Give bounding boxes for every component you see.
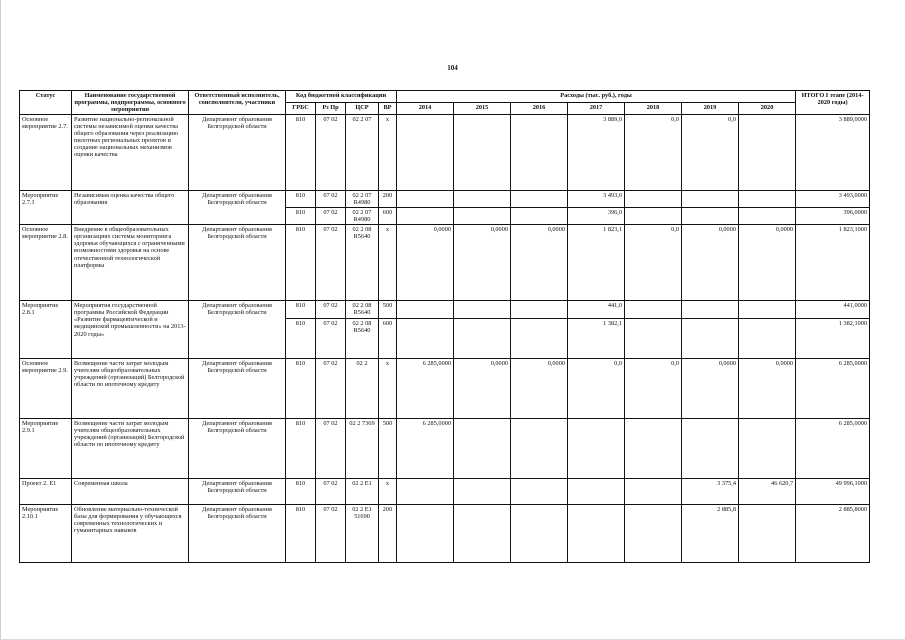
row-csr: 02 2 Е1 51690 <box>346 505 379 563</box>
row-value-2019 <box>682 301 739 319</box>
row-value-2017: 441,0 <box>568 301 625 319</box>
row-vr: 500 <box>379 301 397 319</box>
row-csr: 02 2 07 R4980 <box>346 191 379 208</box>
row-vr: х <box>379 225 397 301</box>
row-csr: 02 2 08 R5640 <box>346 225 379 301</box>
row-value-2018: 0,0 <box>625 115 682 191</box>
table-row <box>20 225 870 301</box>
row-executor: Департамент образования Белгородской области <box>189 505 286 563</box>
row-status: Проект 2. Е1 <box>20 479 72 505</box>
row-name: Обновление материально-технической базы для формирования у обучающихся современных технологических и гуманитарных навыков <box>72 505 189 563</box>
row-value-2017: 3 889,0 <box>568 115 625 191</box>
row-value-2019: 2 885,8 <box>682 505 739 563</box>
row-value-2020 <box>739 301 796 319</box>
row-total: 396,0000 <box>796 208 870 225</box>
header-name: Наименование государственной программы, подпрограммы, основного мероприятия <box>72 91 189 115</box>
table-row <box>20 419 870 479</box>
row-value-2016: 0,0000 <box>511 225 568 301</box>
row-value-2017: 3 493,0 <box>568 191 625 208</box>
row-value-2018 <box>625 301 682 319</box>
row-status: Мероприятие 2.10.1 <box>20 505 72 563</box>
row-value-2015: 0,0000 <box>454 225 511 301</box>
row-value-2014 <box>397 191 454 208</box>
row-value-2017: 396,0 <box>568 208 625 225</box>
row-value-2017 <box>568 419 625 479</box>
row-value-2020: 46 620,7 <box>739 479 796 505</box>
row-value-2014 <box>397 319 454 359</box>
row-value-2015 <box>454 319 511 359</box>
row-rzpr: 07 02 <box>316 505 346 563</box>
row-name: Мероприятия государственной программы Российской Федерации «Развитие фармацевтической и медицинской промышленности» на 2013-2020 годы» <box>72 301 189 359</box>
row-total: 49 996,1000 <box>796 479 870 505</box>
row-value-2019 <box>682 419 739 479</box>
row-rzpr: 07 02 <box>316 208 346 225</box>
table-row <box>20 359 870 419</box>
row-rzpr: 07 02 <box>316 301 346 319</box>
row-csr: 02 2 08 R5640 <box>346 319 379 359</box>
row-csr: 02 2 07 <box>346 115 379 191</box>
row-vr: 600 <box>379 319 397 359</box>
row-value-2018 <box>625 191 682 208</box>
row-status: Мероприятие 2.9.1 <box>20 419 72 479</box>
header-row-1 <box>20 91 870 103</box>
row-csr: 02 2 7369 <box>346 419 379 479</box>
row-value-2019: 0,0000 <box>682 359 739 419</box>
row-value-2018 <box>625 419 682 479</box>
page-number: 104 <box>447 64 458 72</box>
row-total: 6 285,0000 <box>796 359 870 419</box>
header-year-2020: 2020 <box>739 103 796 115</box>
table-row <box>20 115 870 191</box>
row-vr: х <box>379 115 397 191</box>
row-executor: Департамент образования Белгородской области <box>189 191 286 225</box>
row-value-2016 <box>511 479 568 505</box>
row-grbs: 810 <box>286 208 316 225</box>
row-value-2020: 0,0000 <box>739 359 796 419</box>
row-total: 6 285,0000 <box>796 419 870 479</box>
row-vr: 500 <box>379 419 397 479</box>
row-value-2018 <box>625 319 682 359</box>
header-year-2016: 2016 <box>511 103 568 115</box>
row-value-2020 <box>739 505 796 563</box>
row-value-2016: 0,0000 <box>511 359 568 419</box>
row-grbs: 810 <box>286 319 316 359</box>
row-value-2016 <box>511 115 568 191</box>
row-value-2020 <box>739 115 796 191</box>
row-executor: Департамент образования Белгородской области <box>189 115 286 191</box>
row-csr: 02 2 Е1 <box>346 479 379 505</box>
row-total: 441,0000 <box>796 301 870 319</box>
header-csr: ЦСР <box>346 103 379 115</box>
header-budget-code: Код бюджетной классификации <box>286 91 397 103</box>
row-csr: 02 2 <box>346 359 379 419</box>
header-rzpr: Рз Пр <box>316 103 346 115</box>
row-value-2015 <box>454 301 511 319</box>
header-total: ИТОГО I этапе (2014-2020 годы) <box>796 91 870 115</box>
row-status: Основное мероприятие 2.9. <box>20 359 72 419</box>
row-vr: 200 <box>379 505 397 563</box>
row-grbs: 810 <box>286 191 316 208</box>
row-value-2019 <box>682 191 739 208</box>
row-value-2018 <box>625 505 682 563</box>
row-grbs: 810 <box>286 225 316 301</box>
row-grbs: 810 <box>286 359 316 419</box>
row-value-2017 <box>568 479 625 505</box>
row-name: Возмещение части затрат молодым учителям общеобразовательных учреждений (организаций) Белгородской области по ипотечному кредиту <box>72 359 189 419</box>
row-name: Независимая оценка качества общего образования <box>72 191 189 225</box>
row-status: Мероприятие 2.8.1 <box>20 301 72 359</box>
row-value-2015 <box>454 419 511 479</box>
row-status: Основное мероприятие 2.7. <box>20 115 72 191</box>
row-executor: Департамент образования Белгородской области <box>189 479 286 505</box>
row-rzpr: 07 02 <box>316 359 346 419</box>
row-value-2015 <box>454 115 511 191</box>
table-row <box>20 479 870 505</box>
row-executor: Департамент образования Белгородской области <box>189 419 286 479</box>
row-value-2016 <box>511 319 568 359</box>
row-value-2015 <box>454 191 511 208</box>
row-rzpr: 07 02 <box>316 225 346 301</box>
row-value-2020 <box>739 191 796 208</box>
row-value-2020 <box>739 319 796 359</box>
row-total: 2 885,8000 <box>796 505 870 563</box>
row-csr: 02 2 07 R4980 <box>346 208 379 225</box>
row-grbs: 810 <box>286 301 316 319</box>
header-year-2019: 2019 <box>682 103 739 115</box>
header-grbs: ГРБС <box>286 103 316 115</box>
row-total: 1 382,1000 <box>796 319 870 359</box>
row-value-2018 <box>625 479 682 505</box>
row-rzpr: 07 02 <box>316 319 346 359</box>
row-value-2016 <box>511 301 568 319</box>
row-value-2016 <box>511 191 568 208</box>
row-executor: Департамент образования Белгородской области <box>189 225 286 301</box>
row-total: 3 889,0000 <box>796 115 870 191</box>
table-row <box>20 505 870 563</box>
row-value-2018: 0,0 <box>625 359 682 419</box>
row-value-2020 <box>739 208 796 225</box>
row-grbs: 810 <box>286 505 316 563</box>
header-year-2018: 2018 <box>625 103 682 115</box>
row-value-2017 <box>568 505 625 563</box>
row-value-2019 <box>682 208 739 225</box>
row-value-2020: 0,0000 <box>739 225 796 301</box>
header-year-2014: 2014 <box>397 103 454 115</box>
row-value-2019: 3 375,4 <box>682 479 739 505</box>
table-row <box>20 301 870 319</box>
row-value-2017: 1 382,1 <box>568 319 625 359</box>
budget-table <box>19 90 870 563</box>
row-value-2014 <box>397 505 454 563</box>
row-value-2014 <box>397 479 454 505</box>
row-executor: Департамент образования Белгородской области <box>189 359 286 419</box>
row-value-2016 <box>511 208 568 225</box>
row-status: Мероприятие 2.7.1 <box>20 191 72 225</box>
row-value-2017: 0,0 <box>568 359 625 419</box>
header-expenses: Расходы (тыс. руб.), годы <box>397 91 796 103</box>
row-value-2018 <box>625 208 682 225</box>
row-grbs: 810 <box>286 479 316 505</box>
header-status: Статус <box>20 91 72 115</box>
row-rzpr: 07 02 <box>316 191 346 208</box>
table-row <box>20 191 870 208</box>
row-value-2014: 6 285,0000 <box>397 419 454 479</box>
row-rzpr: 07 02 <box>316 115 346 191</box>
row-value-2014: 6 285,0000 <box>397 359 454 419</box>
header-executor: Ответственный исполнитель, соисполнители, участники <box>189 91 286 115</box>
row-value-2019 <box>682 319 739 359</box>
row-name: Развитие национально-региональной системы независимой оценки качества общего образования через реализацию пилотных региональных проектов и создание национальных механизмов оценки качества <box>72 115 189 191</box>
row-value-2020 <box>739 419 796 479</box>
row-csr: 02 2 08 R5640 <box>346 301 379 319</box>
row-value-2014 <box>397 115 454 191</box>
row-name: Современная школа <box>72 479 189 505</box>
row-value-2016 <box>511 419 568 479</box>
row-value-2015: 0,0000 <box>454 359 511 419</box>
row-status: Основное мероприятие 2.8. <box>20 225 72 301</box>
header-year-2015: 2015 <box>454 103 511 115</box>
row-name: Внедрение в общеобразовательных организациях системы мониторинга здоровья обучающихся с ограниченными возможностями здоровья на основе отечественной технологической платформы <box>72 225 189 301</box>
row-value-2019: 0,0000 <box>682 225 739 301</box>
row-vr: х <box>379 359 397 419</box>
row-value-2015 <box>454 479 511 505</box>
row-value-2017: 1 823,1 <box>568 225 625 301</box>
row-vr: 600 <box>379 208 397 225</box>
row-rzpr: 07 02 <box>316 479 346 505</box>
row-value-2016 <box>511 505 568 563</box>
row-grbs: 810 <box>286 115 316 191</box>
row-value-2015 <box>454 505 511 563</box>
row-grbs: 810 <box>286 419 316 479</box>
row-total: 3 493,0000 <box>796 191 870 208</box>
row-value-2019: 0,0 <box>682 115 739 191</box>
row-value-2014 <box>397 208 454 225</box>
row-vr: х <box>379 479 397 505</box>
row-name: Возмещение части затрат молодым учителям общеобразовательных учреждений (организаций) Белгородской области по ипотечному кредиту <box>72 419 189 479</box>
header-year-2017: 2017 <box>568 103 625 115</box>
header-vr: ВР <box>379 103 397 115</box>
row-value-2014 <box>397 301 454 319</box>
row-executor: Департамент образования Белгородской области <box>189 301 286 359</box>
row-value-2015 <box>454 208 511 225</box>
row-rzpr: 07 02 <box>316 419 346 479</box>
row-value-2018: 0,0 <box>625 225 682 301</box>
row-value-2014: 0,0000 <box>397 225 454 301</box>
row-vr: 200 <box>379 191 397 208</box>
row-total: 1 823,1000 <box>796 225 870 301</box>
